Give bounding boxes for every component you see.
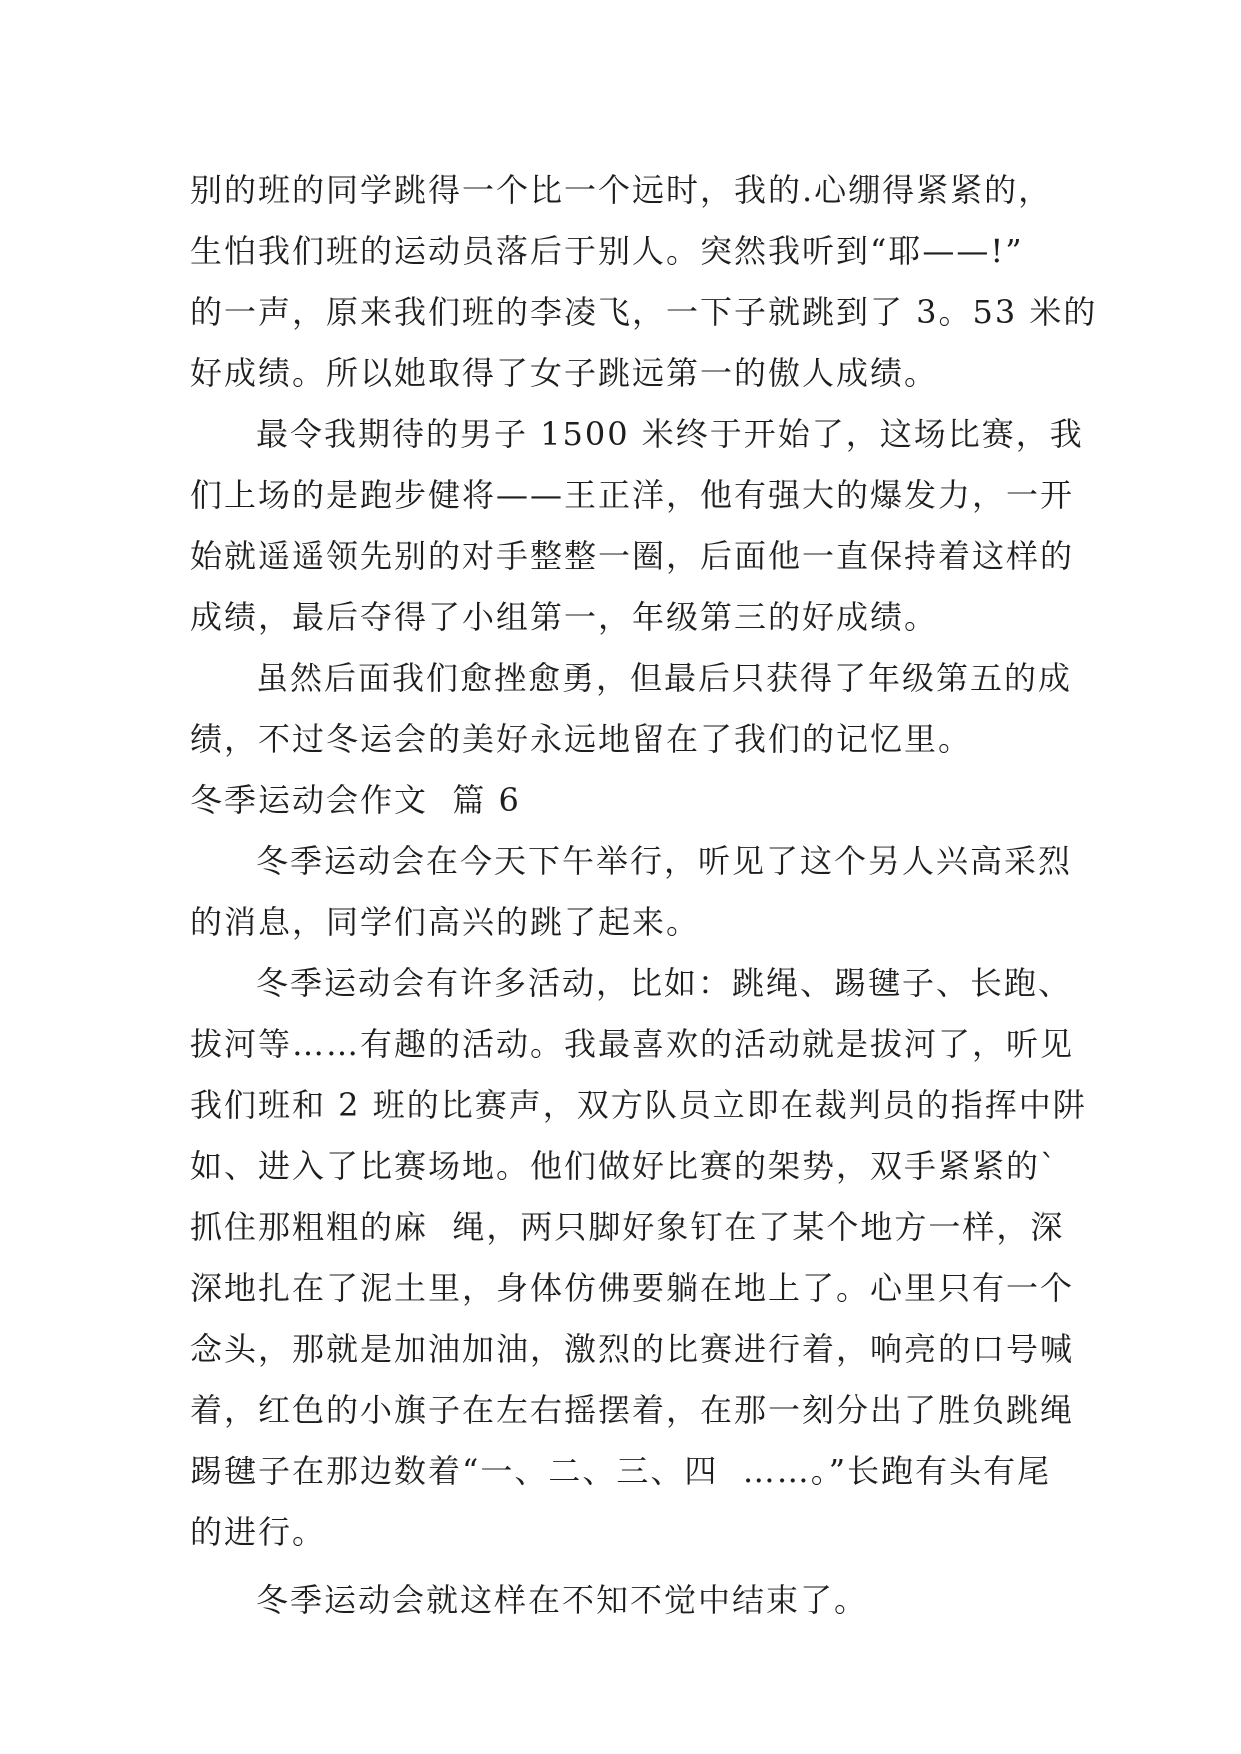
paragraph-long-jump xyxy=(190,160,1098,404)
text-line: 念头，那就是加油加油，激烈的比赛进行着，响亮的口号喊 xyxy=(190,1330,1075,1368)
text-line: 的一声，原来我们班的李凌飞，一下子就跳到了 3。53 米的 xyxy=(190,293,1098,331)
text-line: 最令我期待的男子 1500 米终于开始了，这场比赛，我 xyxy=(256,415,1084,453)
text-line: 如、进入了比赛场地。他们做好比赛的架势，双手紧紧的` xyxy=(190,1147,1059,1185)
text-line: 们上场的是跑步健将——王正洋，他有强大的爆发力，一开 xyxy=(190,476,1075,514)
text-line: 拔河等……有趣的活动。我最喜欢的活动就是拔河了，听见 xyxy=(190,1025,1075,1063)
paragraph-intro xyxy=(190,831,1073,953)
text-line: 好成绩。所以她取得了女子跳远第一的傲人成绩。 xyxy=(190,354,939,392)
paragraph-conclusion xyxy=(190,648,1073,770)
text-line: 踢毽子在那边数着“一、二、三、四 ……。”长跑有头有尾 xyxy=(190,1452,1052,1490)
document-body xyxy=(190,160,1098,1638)
text-line: 生怕我们班的运动员落后于别人。突然我听到“耶——!” xyxy=(190,232,1024,270)
text-line: 虽然后面我们愈挫愈勇，但最后只获得了年级第五的成 xyxy=(256,659,1073,697)
text-line: 绩，不过冬运会的美好永远地留在了我们的记忆里。 xyxy=(190,720,973,758)
text-line: 冬季运动会就这样在不知不觉中结束了。 xyxy=(256,1581,869,1619)
text-line: 别的班的同学跳得一个比一个远时，我的.心绷得紧紧的， xyxy=(190,171,1053,209)
text-line: 的进行。 xyxy=(190,1513,327,1551)
text-line: 抓住那粗粗的麻 绳，两只脚好象钉在了某个地方一样，深 xyxy=(190,1208,1065,1246)
essay-heading: 冬季运动会作文 篇 6 xyxy=(190,781,521,819)
text-line: 始就遥遥领先别的对手整整一圈，后面他一直保持着这样的 xyxy=(190,537,1075,575)
text-line: 我们班和 2 班的比赛声，双方队员立即在裁判员的指挥中阱 xyxy=(190,1086,1087,1124)
text-line: 成绩，最后夺得了小组第一，年级第三的好成绩。 xyxy=(190,598,939,636)
paragraph-1500m xyxy=(190,404,1084,648)
paragraph-ending xyxy=(190,1563,1070,1638)
text-line: 冬季运动会有许多活动，比如：跳绳、踢毽子、长跑、 xyxy=(256,964,1073,1002)
text-line: 冬季运动会在今天下午举行，听见了这个另人兴高采烈 xyxy=(256,842,1073,880)
paragraph-activities xyxy=(190,953,1087,1563)
text-line: 着，红色的小旗子在左右摇摆着，在那一刻分出了胜负跳绳 xyxy=(190,1391,1075,1429)
text-line: 深地扎在了泥土里，身体仿佛要躺在地上了。心里只有一个 xyxy=(190,1269,1075,1307)
text-line: 的消息，同学们高兴的跳了起来。 xyxy=(190,903,701,941)
